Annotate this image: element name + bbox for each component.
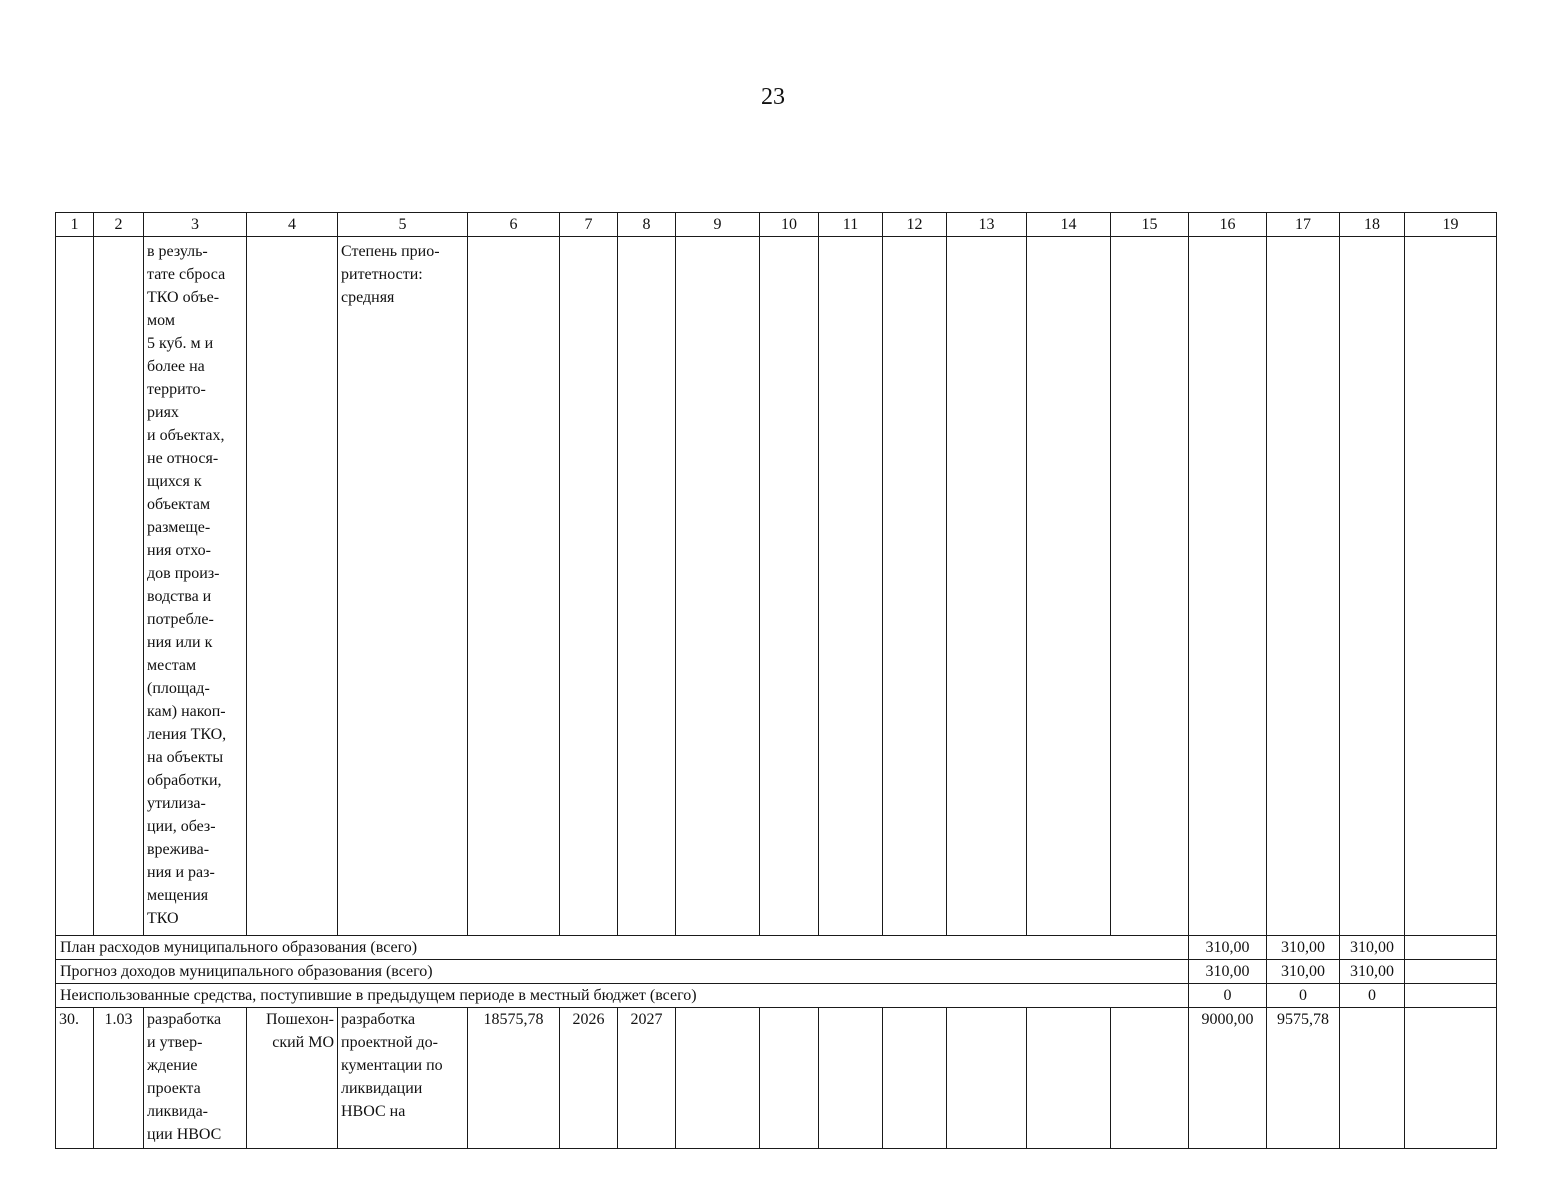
start-year-cell: 2026 [560, 1008, 618, 1149]
program-table [55, 212, 1497, 1149]
continuation-row [56, 237, 1497, 936]
empty-cell [883, 1008, 947, 1149]
header-cell: 4 [247, 213, 338, 237]
summary-label: План расходов муниципального образования (всего) [56, 936, 1189, 960]
summary-row-expenses [56, 936, 1497, 960]
empty-cell [819, 1008, 883, 1149]
header-cell: 6 [468, 213, 560, 237]
empty-cell [1027, 237, 1111, 936]
empty-cell [1340, 237, 1405, 936]
page-number: 23 [761, 84, 785, 110]
amount-cell: 9000,00 [1189, 1008, 1267, 1149]
header-cell: 11 [819, 213, 883, 237]
empty-cell [1111, 237, 1189, 936]
amount-cell: 9575,78 [1267, 1008, 1340, 1149]
empty-cell [1111, 1008, 1189, 1149]
summary-value: 0 [1189, 984, 1267, 1008]
header-cell: 13 [947, 213, 1027, 237]
empty-cell [760, 237, 819, 936]
summary-value: 0 [1267, 984, 1340, 1008]
header-cell: 19 [1405, 213, 1497, 237]
header-cell: 14 [1027, 213, 1111, 237]
header-cell: 9 [676, 213, 760, 237]
municipality-cell: Пошехон- ский МО [247, 1008, 338, 1149]
header-row [56, 213, 1497, 237]
empty-cell [247, 237, 338, 936]
header-cell: 3 [144, 213, 247, 237]
empty-cell [676, 237, 760, 936]
empty-cell [560, 237, 618, 936]
empty-cell [468, 237, 560, 936]
event-name-cell: разработка и утвер- ждение проекта ликвида- ции НВОС [144, 1008, 247, 1149]
empty-cell [1340, 1008, 1405, 1149]
empty-cell [883, 237, 947, 936]
header-cell: 2 [94, 213, 144, 237]
header-cell: 16 [1189, 213, 1267, 237]
empty-cell [1405, 960, 1497, 984]
empty-cell [947, 1008, 1027, 1149]
empty-cell [1267, 237, 1340, 936]
summary-value: 0 [1340, 984, 1405, 1008]
empty-cell [947, 237, 1027, 936]
summary-label: Прогноз доходов муниципального образования (всего) [56, 960, 1189, 984]
empty-cell [1189, 237, 1267, 936]
empty-cell [1405, 984, 1497, 1008]
empty-cell [760, 1008, 819, 1149]
row-number-cell: 30. [56, 1008, 94, 1149]
table-row [56, 1008, 1497, 1149]
empty-cell [1405, 1008, 1497, 1149]
empty-cell [676, 1008, 760, 1149]
empty-cell [1027, 1008, 1111, 1149]
summary-value: 310,00 [1267, 936, 1340, 960]
header-cell: 5 [338, 213, 468, 237]
event-description-cell: в резуль- тате сброса ТКО объе- мом 5 куб. м и более на террито- риях и объектах, не относя- щихся к объектам размеще- ния отхо- дов произ- водства и потребле- ния или к местам (площад- кам) накоп- ления ТКО, на объекты обработки, утилиза- ции, обез- врежива- ния и раз- мещения ТКО [144, 237, 247, 936]
result-cell: разработка проектной до- кументации по ликвидации НВОС на [338, 1008, 468, 1149]
end-year-cell: 2027 [618, 1008, 676, 1149]
header-cell: 1 [56, 213, 94, 237]
summary-value: 310,00 [1189, 936, 1267, 960]
empty-cell [94, 237, 144, 936]
summary-value: 310,00 [1267, 960, 1340, 984]
summary-row-unused [56, 984, 1497, 1008]
summary-row-income [56, 960, 1497, 984]
summary-value: 310,00 [1340, 960, 1405, 984]
cost-cell: 18575,78 [468, 1008, 560, 1149]
header-cell: 18 [1340, 213, 1405, 237]
priority-cell: Степень прио- ритетности: средняя [338, 237, 468, 936]
empty-cell [1405, 936, 1497, 960]
empty-cell [618, 237, 676, 936]
header-cell: 12 [883, 213, 947, 237]
code-cell: 1.03 [94, 1008, 144, 1149]
summary-value: 310,00 [1189, 960, 1267, 984]
summary-value: 310,00 [1340, 936, 1405, 960]
empty-cell [819, 237, 883, 936]
header-cell: 17 [1267, 213, 1340, 237]
header-cell: 7 [560, 213, 618, 237]
empty-cell [1405, 237, 1497, 936]
empty-cell [56, 237, 94, 936]
header-cell: 10 [760, 213, 819, 237]
summary-label: Неиспользованные средства, поступившие в предыдущем периоде в местный бюджет (всего) [56, 984, 1189, 1008]
header-cell: 8 [618, 213, 676, 237]
header-cell: 15 [1111, 213, 1189, 237]
